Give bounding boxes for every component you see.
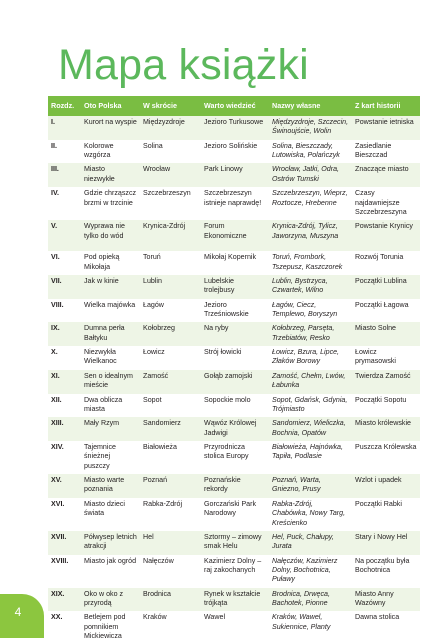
cell-chapter-number: XVII.	[48, 531, 81, 555]
cell-w-skrocie: Poznań	[140, 474, 201, 498]
cell-warto-wiedziec: Sopockie molo	[201, 394, 269, 418]
cell-w-skrocie: Wrocław	[140, 163, 201, 187]
table-row	[48, 140, 420, 164]
column-header-warto-wiedziec: Warto wiedzieć	[201, 96, 269, 116]
cell-nazwy-wlasne: Brodnica, Drwęca, Bachotek, Pionne	[269, 588, 352, 612]
cell-nazwy-wlasne: Szczebrzeszyn, Wieprz, Roztocze, Hrebenne	[269, 187, 352, 220]
cell-warto-wiedziec: Przyrodnicza stolica Europy	[201, 441, 269, 474]
cell-chapter-number: III.	[48, 163, 81, 187]
cell-chapter-number: VII.	[48, 275, 81, 299]
cell-warto-wiedziec: Wawel	[201, 611, 269, 644]
cell-oto-polska: Pod opieką Mikołaja	[81, 251, 140, 275]
cell-chapter-number: VIII.	[48, 299, 81, 323]
cell-nazwy-wlasne: Nałęczów, Kazimierz Dolny, Bochotnica, Puławy	[269, 555, 352, 588]
cell-chapter-number: IX.	[48, 322, 81, 346]
cell-w-skrocie: Międzyzdroje	[140, 116, 201, 140]
cell-oto-polska: Jak w kinie	[81, 275, 140, 299]
cell-warto-wiedziec: Wąwóz Królowej Jadwigi	[201, 417, 269, 441]
cell-chapter-number: XIII.	[48, 417, 81, 441]
cell-z-kart-historii: Początki Łagowa	[352, 299, 420, 323]
table-row	[48, 220, 420, 251]
cell-chapter-number: II.	[48, 140, 81, 164]
cell-z-kart-historii: Początki Rabki	[352, 498, 420, 531]
cell-chapter-number: XX.	[48, 611, 81, 644]
table-row	[48, 370, 420, 394]
cell-oto-polska: Gdzie chrząszcz brzmi w trzcinie	[81, 187, 140, 220]
cell-warto-wiedziec: Lubelskie trolejbusy	[201, 275, 269, 299]
cell-chapter-number: I.	[48, 116, 81, 140]
cell-nazwy-wlasne: Łagów, Ciecz, Templewo, Boryszyn	[269, 299, 352, 323]
cell-z-kart-historii: Miasto królewskie	[352, 417, 420, 441]
cell-w-skrocie: Lublin	[140, 275, 201, 299]
cell-z-kart-historii: Rozwój Torunia	[352, 251, 420, 275]
cell-oto-polska: Sen o idealnym mieście	[81, 370, 140, 394]
cell-nazwy-wlasne: Międzyzdroje, Szczecin, Świnoujście, Wolin	[269, 116, 352, 140]
table-row	[48, 187, 420, 220]
table-row	[48, 322, 420, 346]
cell-w-skrocie: Białowieża	[140, 441, 201, 474]
cell-z-kart-historii: Powstanie Krynicy	[352, 220, 420, 251]
cell-oto-polska: Dumna perła Bałtyku	[81, 322, 140, 346]
cell-nazwy-wlasne: Hel, Puck, Chałupy, Jurata	[269, 531, 352, 555]
cell-chapter-number: VI.	[48, 251, 81, 275]
cell-warto-wiedziec: Gołąb zamojski	[201, 370, 269, 394]
cell-w-skrocie: Krynica-Zdrój	[140, 220, 201, 251]
cell-warto-wiedziec: Szczebrzeszyn istnieje naprawdę!	[201, 187, 269, 220]
column-header-oto-polska: Oto Polska	[81, 96, 140, 116]
column-header-z-kart-historii: Z kart historii	[352, 96, 420, 116]
cell-oto-polska: Półwysep letnich atrakcji	[81, 531, 140, 555]
cell-nazwy-wlasne: Białowieża, Hajnówka, Tapiła, Podlasie	[269, 441, 352, 474]
cell-w-skrocie: Sopot	[140, 394, 201, 418]
cell-chapter-number: X.	[48, 346, 81, 370]
cell-z-kart-historii: Początki Sopotu	[352, 394, 420, 418]
cell-w-skrocie: Łagów	[140, 299, 201, 323]
cell-warto-wiedziec: Poznańskie rekordy	[201, 474, 269, 498]
cell-z-kart-historii: Puszcza Królewska	[352, 441, 420, 474]
cell-w-skrocie: Solina	[140, 140, 201, 164]
cell-z-kart-historii: Miasto Solne	[352, 322, 420, 346]
cell-oto-polska: Niezwykła Wielkanoc	[81, 346, 140, 370]
cell-chapter-number: XII.	[48, 394, 81, 418]
cell-nazwy-wlasne: Krynica-Zdrój, Tylicz, Jaworzyna, Muszyna	[269, 220, 352, 251]
cell-warto-wiedziec: Jezioro Trześniowskie	[201, 299, 269, 323]
cell-z-kart-historii: Czasy najdawniejsze Szczebrzeszyna	[352, 187, 420, 220]
table-row	[48, 611, 420, 644]
cell-oto-polska: Tajemnice śnieżnej puszczy	[81, 441, 140, 474]
cell-warto-wiedziec: Kazimierz Dolny – raj zakochanych	[201, 555, 269, 588]
cell-chapter-number: XI.	[48, 370, 81, 394]
cell-nazwy-wlasne: Sandomierz, Wieliczka, Bochnia, Opatów	[269, 417, 352, 441]
table-header-row	[48, 96, 420, 116]
cell-oto-polska: Mały Rzym	[81, 417, 140, 441]
cell-oto-polska: Wielka majówka	[81, 299, 140, 323]
cell-nazwy-wlasne: Łowicz, Bzura, Lipce, Złaków Borowy	[269, 346, 352, 370]
cell-w-skrocie: Sandomierz	[140, 417, 201, 441]
page-number: 4	[14, 605, 22, 619]
cell-chapter-number: XV.	[48, 474, 81, 498]
table-row	[48, 441, 420, 474]
cell-chapter-number: XIX.	[48, 588, 81, 612]
cell-nazwy-wlasne: Toruń, Frombork, Tszepusz, Kaszczorek	[269, 251, 352, 275]
cell-warto-wiedziec: Jezioro Solińskie	[201, 140, 269, 164]
cell-nazwy-wlasne: Kraków, Wawel, Sukiennice, Planty	[269, 611, 352, 644]
cell-warto-wiedziec: Park Linowy	[201, 163, 269, 187]
cell-oto-polska: Dwa oblicza miasta	[81, 394, 140, 418]
page-number-tab	[0, 594, 44, 638]
cell-nazwy-wlasne: Sopot, Gdańsk, Gdynia, Trójmiasto	[269, 394, 352, 418]
cell-warto-wiedziec: Sztormy – zimowy smak Helu	[201, 531, 269, 555]
table-row	[48, 555, 420, 588]
cell-nazwy-wlasne: Wrocław, Jatki, Odra, Ostrów Tumski	[269, 163, 352, 187]
table-row	[48, 417, 420, 441]
cell-w-skrocie: Rabka-Zdrój	[140, 498, 201, 531]
table-row	[48, 394, 420, 418]
column-header-w-skrocie: W skrócie	[140, 96, 201, 116]
table-row	[48, 163, 420, 187]
cell-nazwy-wlasne: Solina, Bieszczady, Lutowiska, Polańczyk	[269, 140, 352, 164]
cell-chapter-number: XIV.	[48, 441, 81, 474]
cell-nazwy-wlasne: Poznań, Warta, Gniezno, Prusy	[269, 474, 352, 498]
table-row	[48, 474, 420, 498]
page-title: Mapa książki	[58, 41, 309, 89]
table-row	[48, 346, 420, 370]
cell-chapter-number: XVIII.	[48, 555, 81, 588]
cell-nazwy-wlasne: Kołobrzeg, Parsęta, Trzebiatów, Resko	[269, 322, 352, 346]
cell-oto-polska: Miasto warte poznania	[81, 474, 140, 498]
cell-z-kart-historii: Początki Lublina	[352, 275, 420, 299]
cell-nazwy-wlasne: Rabka-Zdrój, Chabówka, Nowy Targ, Kreścienko	[269, 498, 352, 531]
cell-w-skrocie: Łowicz	[140, 346, 201, 370]
cell-z-kart-historii: Na początku była Bochotnica	[352, 555, 420, 588]
cell-nazwy-wlasne: Zamość, Chełm, Lwów, Łabunka	[269, 370, 352, 394]
table-row	[48, 498, 420, 531]
cell-chapter-number: V.	[48, 220, 81, 251]
cell-chapter-number: IV.	[48, 187, 81, 220]
cell-w-skrocie: Brodnica	[140, 588, 201, 612]
cell-w-skrocie: Zamość	[140, 370, 201, 394]
cell-warto-wiedziec: Na ryby	[201, 322, 269, 346]
table-row	[48, 588, 420, 612]
table-row	[48, 531, 420, 555]
cell-oto-polska: Kurort na wyspie	[81, 116, 140, 140]
cell-oto-polska: Miasto dzieci świata	[81, 498, 140, 531]
table-row	[48, 275, 420, 299]
cell-warto-wiedziec: Strój łowicki	[201, 346, 269, 370]
cell-w-skrocie: Kołobrzeg	[140, 322, 201, 346]
cell-z-kart-historii: Miasto Anny Wazówny	[352, 588, 420, 612]
cell-z-kart-historii: Powstanie ietniska	[352, 116, 420, 140]
column-header-nazwy-wlasne: Nazwy własne	[269, 96, 352, 116]
book-map-table	[48, 96, 420, 644]
cell-z-kart-historii: Twierdza Zamość	[352, 370, 420, 394]
cell-z-kart-historii: Stary i Nowy Hel	[352, 531, 420, 555]
cell-oto-polska: Kolorowe wzgórza	[81, 140, 140, 164]
table-row	[48, 251, 420, 275]
cell-chapter-number: XVI.	[48, 498, 81, 531]
cell-w-skrocie: Toruń	[140, 251, 201, 275]
cell-w-skrocie: Nałęczów	[140, 555, 201, 588]
cell-oto-polska: Oko w oko z przyrodą	[81, 588, 140, 612]
table-row	[48, 299, 420, 323]
cell-w-skrocie: Szczebrzeszyn	[140, 187, 201, 220]
table-row	[48, 116, 420, 140]
cell-warto-wiedziec: Mikołaj Kopernik	[201, 251, 269, 275]
cell-nazwy-wlasne: Lublin, Bystrzyca, Czwartek, Wilno	[269, 275, 352, 299]
cell-z-kart-historii: Dawna stolica	[352, 611, 420, 644]
cell-warto-wiedziec: Jezioro Turkusowe	[201, 116, 269, 140]
cell-z-kart-historii: Łowicz prymasowski	[352, 346, 420, 370]
cell-warto-wiedziec: Gorczański Park Narodowy	[201, 498, 269, 531]
cell-z-kart-historii: Znaczące miasto	[352, 163, 420, 187]
cell-z-kart-historii: Zasiedlanie Bieszczad	[352, 140, 420, 164]
cell-warto-wiedziec: Forum Ekonomiczne	[201, 220, 269, 251]
cell-oto-polska: Miasto niezwykłe	[81, 163, 140, 187]
column-header-chapter: Rozdz.	[48, 96, 81, 116]
cell-oto-polska: Miasto jak ogród	[81, 555, 140, 588]
cell-warto-wiedziec: Rynek w kształcie trójkąta	[201, 588, 269, 612]
cell-oto-polska: Betlejem pod pomnikiem Mickiewicza	[81, 611, 140, 644]
cell-w-skrocie: Kraków	[140, 611, 201, 644]
cell-z-kart-historii: Wzlot i upadek	[352, 474, 420, 498]
cell-oto-polska: Wyprawa nie tylko do wód	[81, 220, 140, 251]
cell-w-skrocie: Hel	[140, 531, 201, 555]
